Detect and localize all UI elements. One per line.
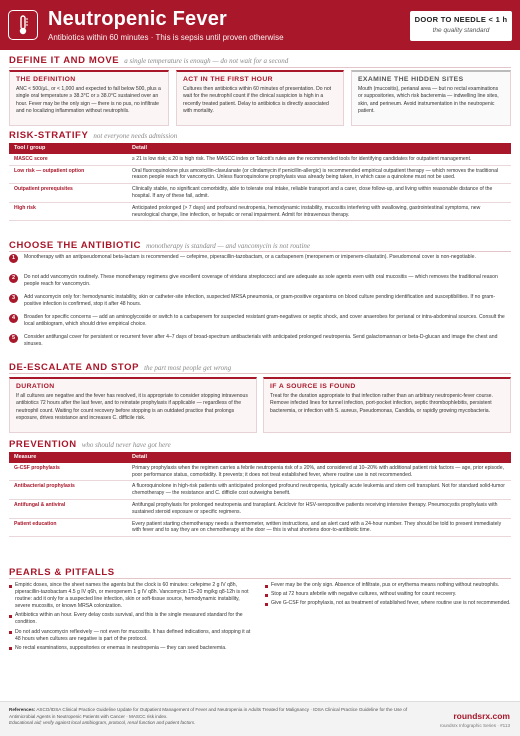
references-text: ASCO/IDSA Clinical Practice Guideline Update for Outpatient Management of Fever and Neutropenia in Adults Treated for Malignancy · IDSA Clinical Practice Guideline for the Use of Antimicrobial Agents in Neutropenic Patients with Cancer · MASCC risk index. [9,707,408,719]
section-divider [9,578,511,579]
footer [0,701,520,736]
section-divider [9,67,511,68]
row-detail: Oral fluoroquinolone plus amoxicillin-clavulanate (or clindamycin if penicillin-allergic) is recommended empirical outpatient therapy — which removes the traditional reason people reach for vancomycin. Unless fluoroquinolone prophylaxis was already being taken, in which case a quinolone must not be used. [127,165,511,184]
badge-title: DOOR TO NEEDLE < 1 h [414,15,508,24]
item-text: Do not add vancomycin routinely. These monotherapy regimens give excellent coverage of viridans streptococci and are adequate as sole agents even with oral mucositis — which removes the traditional reason people reach for vancomycin. [24,274,498,287]
column-header: Detail [127,452,511,463]
row-detail: Every patient starting chemotherapy needs a thermometer, written instructions, and an alert card with a 24-hour number. They should be told to present immediately with fever and to say they are on chemotherapy at the door — this is what shortens door-to-antibiotic time. [127,518,511,537]
pearls-left-column [9,582,255,654]
door-to-needle-badge [410,11,512,41]
row-label: G-CSF prophylaxis [9,463,127,481]
series-label: roundsrx Infographic Series · #113 [439,723,510,728]
table-row [9,463,511,481]
row-detail: Primary prophylaxis when the regimen carries a febrile neutropenia risk of ≥ 20%, and considered at 10–20% with additional patient risk factors — age, prior episode, poor performance status, comorbidity. It prevents; it does not treat established fever, where routine use is not recommended. [127,463,511,481]
box-title: DURATION [16,383,55,390]
table-row [9,518,511,537]
column-header: Measure [9,452,127,463]
section-note: monotherapy is standard — and vancomycin is not routine [146,242,311,250]
duration-box [9,377,257,433]
row-detail: Anticipated prolonged (> 7 days) and profound neutropenia, hemodynamic instability, mucositis interfering with swallowing, gastrointestinal symptoms, new neurological change, line infection, or hepatic or renal impairment. Admit for intravenous therapy. [127,202,511,221]
definition-box [176,70,344,126]
antibiotic-item [9,294,511,308]
row-detail: ≥ 21 is low risk; ≤ 20 is high risk. The MASCC index or Talcott's rules are the recommended tools for identifying candidates for outpatient management. [127,154,511,165]
pearl-item: Stop at 72 hours afebrile with negative cultures, without waiting for count recovery. [265,591,511,598]
box-text: If all cultures are negative and the fever has resolved, it is appropriate to consider stopping intravenous antibiotics 72 hours after the last fever, and to reinstate prophylaxis if applicable — regardless of the neutrophil count. Waiting for count recovery before stopping is an outdated practice that prolongs exposure, drives resistance and increases C. difficile risk. [16,393,248,422]
box-text: Cultures then antibiotics within 60 minutes of presentation. Do not wait for the neutrophil count if the clinical suspicion is high in a recently treated patient. Delay to antibiotics is directly associated with mortality. [183,86,332,115]
section-note: who should never have got here [81,441,171,449]
item-number: 2 [9,274,18,283]
box-title: IF A SOURCE IS FOUND [270,383,356,390]
table-row [9,499,511,518]
row-label: Antifungal & antiviral [9,499,127,518]
table-row [9,154,511,165]
item-number: 4 [9,314,18,323]
box-title: THE DEFINITION [16,76,76,83]
definition-box [351,70,511,126]
table-row [9,165,511,184]
page-subtitle: Antibiotics within 60 minutes · This is sepsis until proven otherwise [48,33,284,42]
box-title: EXAMINE THE HIDDEN SITES [358,76,464,83]
section-divider [9,373,511,374]
thermometer-icon [8,10,38,40]
table-row [9,202,511,221]
header [0,0,520,50]
column-header: Detail [127,143,511,154]
section-pearls-heading [9,567,115,578]
item-text: Broaden for specific concerns — add an aminoglycoside or switch to a carbapenem for suspected resistant gram-negatives or septic shock, and cover anaerobes for perianal or intra-abdominal sources. Consult the local antibiogram, which should drive empirical choice. [24,314,505,327]
section-divider [9,251,511,252]
pearls-right-column [265,582,511,609]
antibiotic-item [9,254,511,261]
pearl-item: No rectal examinations, suppositories or enemas in neutropenia — they can seed bacteremia. [9,645,255,652]
row-label: High risk [9,202,127,221]
antibiotic-item [9,314,511,328]
item-text: Consider antifungal cover for persistent or recurrent fever after 4–7 days of broad-spectrum antibacterials with anticipated prolonged neutropenia. Send galactomannan or beta-D-glucan and image the chest and sinuses. [24,334,498,347]
source-box [263,377,511,433]
section-antibiotic-heading [9,240,310,251]
section-note: the part most people get wrong [144,364,232,372]
section-title: RISK-STRATIFY [9,130,89,141]
definition-box [9,70,169,126]
box-text: ANC < 500/μL, or < 1,000 and expected to fall below 500, plus a single oral temperature ≥ 38.3°C or ≥ 38.0°C sustained over an hour. Fever may be the only sign — there is no pus, no infiltrate and no localizing inflammation without neutrophils. [16,86,161,115]
row-label: Outpatient prerequisites [9,184,127,203]
pearl-item: Do not add vancomycin reflexively — not even for mucositis. It has defined indications, and stopping it at 48 hours when cultures are negative is part of the protocol. [9,629,255,643]
row-label: Patient education [9,518,127,537]
pearl-item: Give G-CSF for prophylaxis, not as treatment of established fever, where routine use is not recommended. [265,600,511,607]
section-note: a single temperature is enough — do not wait for a second [124,57,289,65]
item-number: 1 [9,254,18,263]
row-detail: Clinically stable, no significant comorbidity, able to tolerate oral intake, reliable transport and a carer, close follow-up, and living within reasonable distance of the hospital. If any of these fail, admit. [127,184,511,203]
item-number: 3 [9,294,18,303]
row-label: MASCC score [9,154,127,165]
prevention-table [9,452,511,537]
references-label: References: [9,707,36,712]
site-link[interactable]: roundsrx.com [453,711,510,721]
section-title: DEFINE IT AND MOVE [9,55,120,66]
section-define-heading [9,55,288,66]
table-row [9,184,511,203]
risk-table [9,143,511,221]
box-text: Treat for the duration appropriate to that infection rather than an arbitrary neutropenic-fever course. Remove infected lines for tunnel infection, port-pocket infection, septic thrombophlebitis, persistent bacteremia, or infection with S. aureus, Pseudomonas, Candida, or rapidly growing mycobacteria. [270,393,493,414]
table-row [9,481,511,500]
pearl-item: Antibiotics within an hour. Every delay costs survival, and this is the single measured standard for the condition. [9,612,255,626]
antibiotic-item [9,274,511,288]
row-label: Low risk — outpatient option [9,165,127,184]
column-header: Tool / group [9,143,127,154]
section-deescalate-heading [9,362,231,373]
section-note: not everyone needs admission [93,132,178,140]
item-number: 5 [9,334,18,343]
section-title: DE-ESCALATE AND STOP [9,362,140,373]
section-prevention-heading [9,439,171,450]
box-title: ACT IN THE FIRST HOUR [183,76,273,83]
item-text: Add vancomycin only for: hemodynamic instability, skin or catheter-site infection, suspected MRSA pneumonia, or gram-positive organisms on blood culture pending identification and susceptibilities. If no gram-positive infection is confirmed, stop it after 48 hours. [24,294,496,307]
box-text: Mouth (mucositis), perianal area — but no rectal examinations or suppositories, which risk bacteremia — indwelling line sites, skin, and perineum. Avoid instrumentation in the neutropenic patient. [358,86,499,115]
disclaimer: Educational aid; verify against local antibiogram, protocol, renal function and patient factors. [9,720,196,726]
item-text: Monotherapy with an antipseudomonal beta-lactam is recommended — cefepime, piperacillin-tazobactam, or a carbapenem (meropenem or imipenem-cilastatin). Pseudomonal cover is non-negotiable. [24,254,476,260]
row-detail: Antifungal prophylaxis for prolonged neutropenia and transplant. Aciclovir for HSV-seropositive patients receiving intensive therapy. Pneumocystis prophylaxis with sustained steroid exposure or specific regimens. [127,499,511,518]
badge-subtitle: the quality standard [432,27,490,34]
section-risk-heading [9,130,177,141]
references [9,707,409,727]
section-title: PREVENTION [9,439,77,450]
section-title: CHOOSE THE ANTIBIOTIC [9,240,142,251]
pearl-item: Empiric doses, since the sheet names the agents but the clock is 60 minutes: cefepime 2 g IV q8h, piperacillin-tazobactam 4.5 g IV q6h, or meropenem 1 g IV q8h. Vancomycin 15–20 mg/kg q8-12h is not routine: add it only for a suspected line infection, skin or soft-tissue source, hemodynamic instability, severe mucositis, or known MRSA colonization. [9,582,255,610]
page-title: Neutropenic Fever [48,8,228,30]
antibiotic-item [9,334,511,348]
row-detail: A fluoroquinolone in high-risk patients with anticipated prolonged profound neutropenia, typically acute leukemia and stem cell transplant. Not for standard solid-tumor chemotherapy — the resistance and C. difficile cost outweighs benefit. [127,481,511,500]
pearl-item: Fever may be the only sign. Absence of infiltrate, pus or erythema means nothing without neutrophils. [265,582,511,589]
section-title: PEARLS & PITFALLS [9,567,115,578]
row-label: Antibacterial prophylaxis [9,481,127,500]
